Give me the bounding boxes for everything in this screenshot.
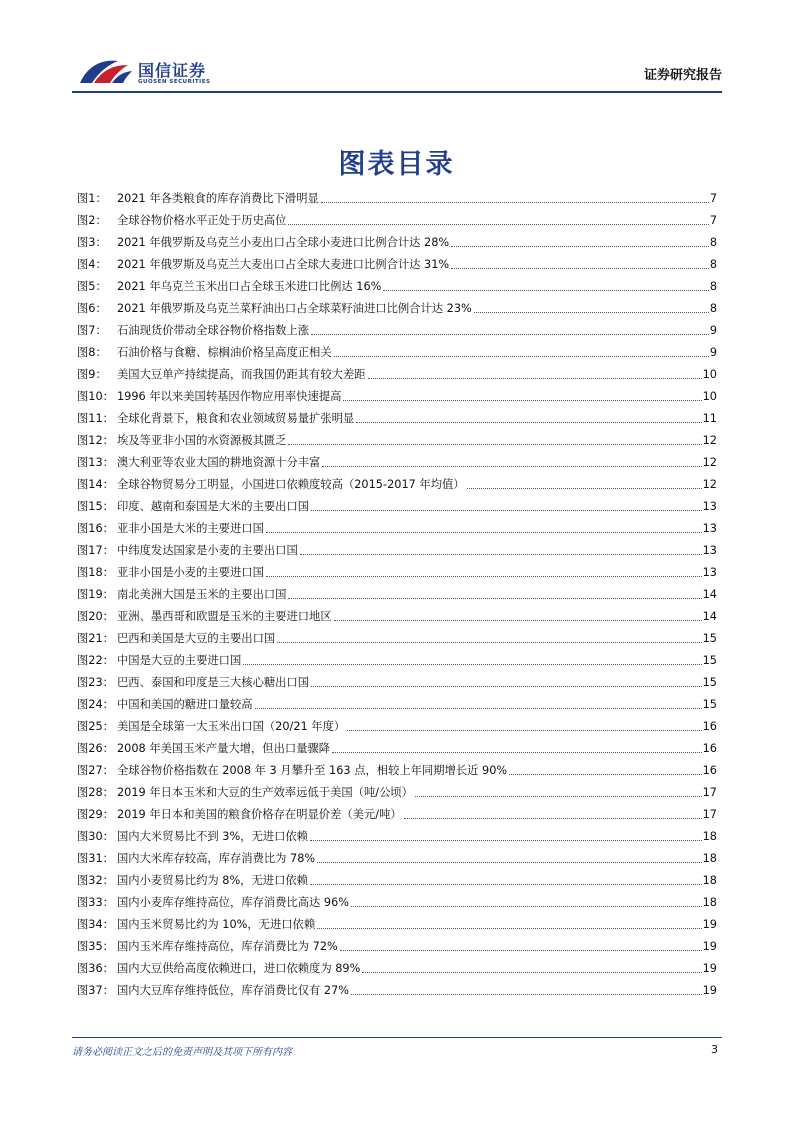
toc-figure-title: 石油现货价带动全球谷物价格指数上涨: [117, 324, 310, 337]
toc-entry[interactable]: [77, 712, 717, 734]
toc-page-number: 18: [702, 852, 717, 865]
toc-dot-leader: [451, 268, 709, 269]
toc-page-number: 14: [702, 588, 717, 601]
toc-figure-title: 2021 年俄罗斯及乌克兰小麦出口占全球小麦进口比例合计达 28%: [117, 236, 450, 249]
toc-figure-number: 图6：: [77, 302, 107, 315]
toc-figure-number: 图22：: [77, 654, 114, 667]
toc-dot-leader: [383, 290, 708, 291]
toc-figure-number: 图10：: [77, 390, 114, 403]
toc-entry[interactable]: [77, 800, 717, 822]
toc-entry[interactable]: [77, 734, 717, 756]
toc-dot-leader: [332, 752, 702, 753]
toc-page-number: 16: [702, 764, 717, 777]
toc-figure-title: 2021 年俄罗斯及乌克兰大麦出口占全球大麦进口比例合计达 31%: [117, 258, 450, 271]
toc-dot-leader: [356, 422, 701, 423]
toc-page-number: 14: [702, 610, 717, 623]
toc-figure-number: 图21：: [77, 632, 114, 645]
toc-figure-title: 2021 年俄罗斯及乌克兰菜籽油出口占全球菜籽油进口比例合计达 23%: [117, 302, 472, 315]
toc-figure-number: 图25：: [77, 720, 114, 733]
logo-english-name: GUOSEN SECURITIES: [138, 79, 211, 85]
toc-entry[interactable]: [77, 668, 717, 690]
toc-entry[interactable]: [77, 404, 717, 426]
toc-figure-title: 南北美洲大国是玉米的主要出口国: [117, 588, 287, 601]
toc-page-number: 13: [702, 522, 717, 535]
toc-figure-title: 2021 年各类粮食的库存消费比下滑明显: [117, 192, 319, 205]
toc-page-number: 11: [702, 412, 717, 425]
toc-page-number: 15: [702, 698, 717, 711]
toc-entry[interactable]: [77, 426, 717, 448]
toc-dot-leader: [322, 466, 701, 467]
toc-dot-leader: [334, 356, 709, 357]
toc-entry[interactable]: [77, 778, 717, 800]
toc-figure-title: 巴西和美国是大豆的主要出口国: [117, 632, 276, 645]
toc-page-number: 18: [702, 830, 717, 843]
toc-page-number: 15: [702, 632, 717, 645]
toc-figure-title: 1996 年以来美国转基因作物应用率快速提高: [117, 390, 342, 403]
toc-entry[interactable]: [77, 206, 717, 228]
toc-page-number: 7: [709, 192, 717, 205]
toc-figure-title: 国内玉米贸易比约为 10%，无进口依赖: [117, 918, 316, 931]
toc-page-number: 8: [709, 236, 717, 249]
toc-entry[interactable]: [77, 250, 717, 272]
toc-dot-leader: [321, 202, 709, 203]
toc-figure-title: 国内小麦贸易比约为 8%，无进口依赖: [117, 874, 308, 887]
toc-entry[interactable]: [77, 844, 717, 866]
toc-figure-title: 国内大米库存较高，库存消费比为 78%: [117, 852, 316, 865]
toc-entry[interactable]: [77, 338, 717, 360]
toc-figure-number: 图11：: [77, 412, 114, 425]
toc-figure-number: 图16：: [77, 522, 114, 535]
toc-figure-number: 图14：: [77, 478, 114, 491]
toc-entry[interactable]: [77, 624, 717, 646]
guosen-logo-icon: [78, 56, 134, 86]
toc-entry[interactable]: [77, 272, 717, 294]
toc-figure-number: 图20：: [77, 610, 114, 623]
toc-entry[interactable]: [77, 514, 717, 536]
toc-figure-title: 亚非小国是大米的主要进口国: [117, 522, 264, 535]
toc-dot-leader: [509, 774, 701, 775]
toc-dot-leader: [351, 906, 702, 907]
toc-entry[interactable]: [77, 690, 717, 712]
toc-page-number: 15: [702, 676, 717, 689]
toc-page-number: 10: [702, 390, 717, 403]
toc-entry[interactable]: [77, 646, 717, 668]
toc-entry[interactable]: [77, 822, 717, 844]
toc-dot-leader: [340, 950, 702, 951]
toc-page-number: 16: [702, 720, 717, 733]
toc-figure-title: 全球谷物价格水平正处于历史高位: [117, 214, 287, 227]
page-title: 图表目录: [338, 149, 455, 181]
company-logo: [72, 52, 232, 92]
toc-dot-leader: [266, 532, 702, 533]
toc-figure-title: 国内小麦库存维持高位，库存消费比高达 96%: [117, 896, 350, 909]
toc-figure-number: 图8：: [77, 346, 107, 359]
toc-entry[interactable]: [77, 976, 717, 998]
toc-entry[interactable]: [77, 756, 717, 778]
toc-dot-leader: [288, 598, 701, 599]
toc-figure-number: 图28：: [77, 786, 114, 799]
header-divider: [72, 91, 722, 93]
toc-page-number: 8: [709, 302, 717, 315]
toc-entry[interactable]: [77, 602, 717, 624]
toc-figure-title: 巴西、泰国和印度是三大核心糖出口国: [117, 676, 310, 689]
toc-page-number: 15: [702, 654, 717, 667]
toc-figure-number: 图5：: [77, 280, 107, 293]
toc-figure-title: 全球谷物贸易分工明显，小国进口依赖度较高（2015-2017 年均值）: [117, 478, 465, 491]
toc-figure-title: 美国大豆单产持续提高，而我国仍距其有较大差距: [117, 368, 366, 381]
toc-dot-leader: [311, 334, 709, 335]
toc-page-number: 17: [702, 808, 717, 821]
toc-page-number: 12: [702, 478, 717, 491]
toc-figure-title: 2019 年日本和美国的粮食价格存在明显价差（美元/吨）: [117, 808, 402, 821]
toc-figure-number: 图9：: [77, 368, 107, 381]
toc-figure-number: 图26：: [77, 742, 114, 755]
toc-figure-title: 中纬度发达国家是小麦的主要出口国: [117, 544, 298, 557]
toc-dot-leader: [310, 840, 702, 841]
toc-page-number: 9: [709, 346, 717, 359]
toc-figure-number: 图31：: [77, 852, 114, 865]
toc-dot-leader: [317, 928, 701, 929]
toc-figure-title: 全球化背景下，粮食和农业领域贸易量扩张明显: [117, 412, 355, 425]
toc-dot-leader: [467, 488, 702, 489]
toc-figure-number: 图17：: [77, 544, 114, 557]
toc-page-number: 10: [702, 368, 717, 381]
toc-figure-title: 国内玉米库存维持高位，库存消费比为 72%: [117, 940, 338, 953]
toc-dot-leader: [266, 576, 702, 577]
toc-figure-title: 中国和美国的糖进口量较高: [117, 698, 253, 711]
toc-dot-leader: [243, 664, 701, 665]
toc-page-number: 13: [702, 544, 717, 557]
toc-page-number: 19: [702, 962, 717, 975]
toc-figure-number: 图1：: [77, 192, 107, 205]
toc-figure-title: 亚非小国是小麦的主要进口国: [117, 566, 264, 579]
toc-page-number: 18: [702, 874, 717, 887]
toc-figure-title: 印度、越南和泰国是大米的主要出口国: [117, 500, 310, 513]
toc-figure-title: 国内大米贸易比不到 3%，无进口依赖: [117, 830, 308, 843]
toc-figure-title: 美国是全球第一大玉米出口国（20/21 年度）: [117, 720, 346, 733]
toc-figure-number: 图36：: [77, 962, 114, 975]
toc-figure-title: 全球谷物价格指数在 2008 年 3 月攀升至 163 点，相较上年同期增长近 90%: [117, 764, 508, 777]
toc-page-number: 17: [702, 786, 717, 799]
toc-dot-leader: [347, 730, 701, 731]
toc-page-number: 19: [702, 918, 717, 931]
toc-entry[interactable]: [77, 228, 717, 250]
toc-dot-leader: [343, 400, 701, 401]
toc-dot-leader: [474, 312, 709, 313]
toc-entry[interactable]: [77, 888, 717, 910]
figure-table-of-contents: [77, 184, 717, 998]
toc-page-number: 7: [709, 214, 717, 227]
toc-figure-number: 图7：: [77, 324, 107, 337]
toc-figure-number: 图18：: [77, 566, 114, 579]
toc-figure-number: 图30：: [77, 830, 114, 843]
toc-figure-number: 图33：: [77, 896, 114, 909]
toc-entry[interactable]: [77, 954, 717, 976]
toc-page-number: 13: [702, 500, 717, 513]
toc-dot-leader: [415, 796, 702, 797]
logo-chinese-name: 国信证券: [138, 61, 207, 80]
toc-page-number: 19: [702, 940, 717, 953]
toc-entry[interactable]: [77, 932, 717, 954]
toc-dot-leader: [310, 884, 702, 885]
toc-page-number: 19: [702, 984, 717, 997]
toc-figure-title: 2021 年乌克兰玉米出口占全球玉米进口比例达 16%: [117, 280, 382, 293]
toc-figure-number: 图4：: [77, 258, 107, 271]
toc-figure-number: 图24：: [77, 698, 114, 711]
toc-entry[interactable]: [77, 536, 717, 558]
toc-figure-title: 石油价格与食糖、棕榈油价格呈高度正相关: [117, 346, 332, 359]
toc-figure-number: 图19：: [77, 588, 114, 601]
toc-entry[interactable]: [77, 360, 717, 382]
disclaimer-text: 请务必阅读正文之后的免责声明及其项下所有内容: [72, 1047, 292, 1058]
toc-dot-leader: [311, 686, 702, 687]
toc-entry[interactable]: [77, 866, 717, 888]
toc-page-number: 18: [702, 896, 717, 909]
toc-figure-number: 图23：: [77, 676, 114, 689]
toc-figure-number: 图34：: [77, 918, 114, 931]
toc-figure-number: 图13：: [77, 456, 114, 469]
toc-dot-leader: [362, 972, 701, 973]
toc-dot-leader: [300, 554, 702, 555]
toc-dot-leader: [368, 378, 702, 379]
toc-figure-number: 图2：: [77, 214, 107, 227]
toc-dot-leader: [317, 862, 701, 863]
toc-entry[interactable]: [77, 294, 717, 316]
toc-figure-title: 国内大豆库存维持低位，库存消费比仅有 27%: [117, 984, 350, 997]
toc-page-number: 16: [702, 742, 717, 755]
toc-page-number: 12: [702, 456, 717, 469]
toc-figure-title: 国内大豆供给高度依赖进口，进口依赖度为 89%: [117, 962, 361, 975]
toc-figure-number: 图3：: [77, 236, 107, 249]
toc-dot-leader: [288, 444, 701, 445]
page-number: 3: [711, 1043, 718, 1056]
toc-page-number: 12: [702, 434, 717, 447]
toc-figure-title: 2019 年日本玉米和大豆的生产效率远低于美国（吨/公顷）: [117, 786, 413, 799]
toc-entry[interactable]: [77, 316, 717, 338]
toc-figure-number: 图35：: [77, 940, 114, 953]
toc-dot-leader: [311, 510, 702, 511]
toc-figure-number: 图12：: [77, 434, 114, 447]
toc-dot-leader: [451, 246, 709, 247]
toc-dot-leader: [277, 642, 701, 643]
toc-dot-leader: [255, 708, 702, 709]
toc-page-number: 8: [709, 258, 717, 271]
toc-page-number: 8: [709, 280, 717, 293]
toc-dot-leader: [334, 620, 702, 621]
toc-figure-title: 埃及等亚非小国的水资源极其匮乏: [117, 434, 287, 447]
toc-entry[interactable]: [77, 382, 717, 404]
toc-entry[interactable]: [77, 184, 717, 206]
toc-entry[interactable]: [77, 470, 717, 492]
report-type-label: 证券研究报告: [643, 68, 722, 83]
footer-divider: [72, 1037, 722, 1038]
toc-entry[interactable]: [77, 448, 717, 470]
toc-figure-number: 图27：: [77, 764, 114, 777]
toc-figure-title: 亚洲、墨西哥和欧盟是玉米的主要进口地区: [117, 610, 332, 623]
toc-dot-leader: [351, 994, 702, 995]
toc-page-number: 9: [709, 324, 717, 337]
toc-entry[interactable]: [77, 492, 717, 514]
page-header: [72, 52, 722, 92]
toc-figure-title: 澳大利亚等农业大国的耕地资源十分丰富: [117, 456, 321, 469]
toc-entry[interactable]: [77, 558, 717, 580]
toc-page-number: 13: [702, 566, 717, 579]
toc-figure-number: 图29：: [77, 808, 114, 821]
toc-figure-title: 2008 年美国玉米产量大增，但出口量骤降: [117, 742, 331, 755]
toc-figure-number: 图37：: [77, 984, 114, 997]
toc-entry[interactable]: [77, 580, 717, 602]
toc-figure-number: 图32：: [77, 874, 114, 887]
toc-figure-number: 图15：: [77, 500, 114, 513]
toc-figure-title: 中国是大豆的主要进口国: [117, 654, 242, 667]
toc-dot-leader: [404, 818, 702, 819]
toc-entry[interactable]: [77, 910, 717, 932]
toc-dot-leader: [288, 224, 708, 225]
